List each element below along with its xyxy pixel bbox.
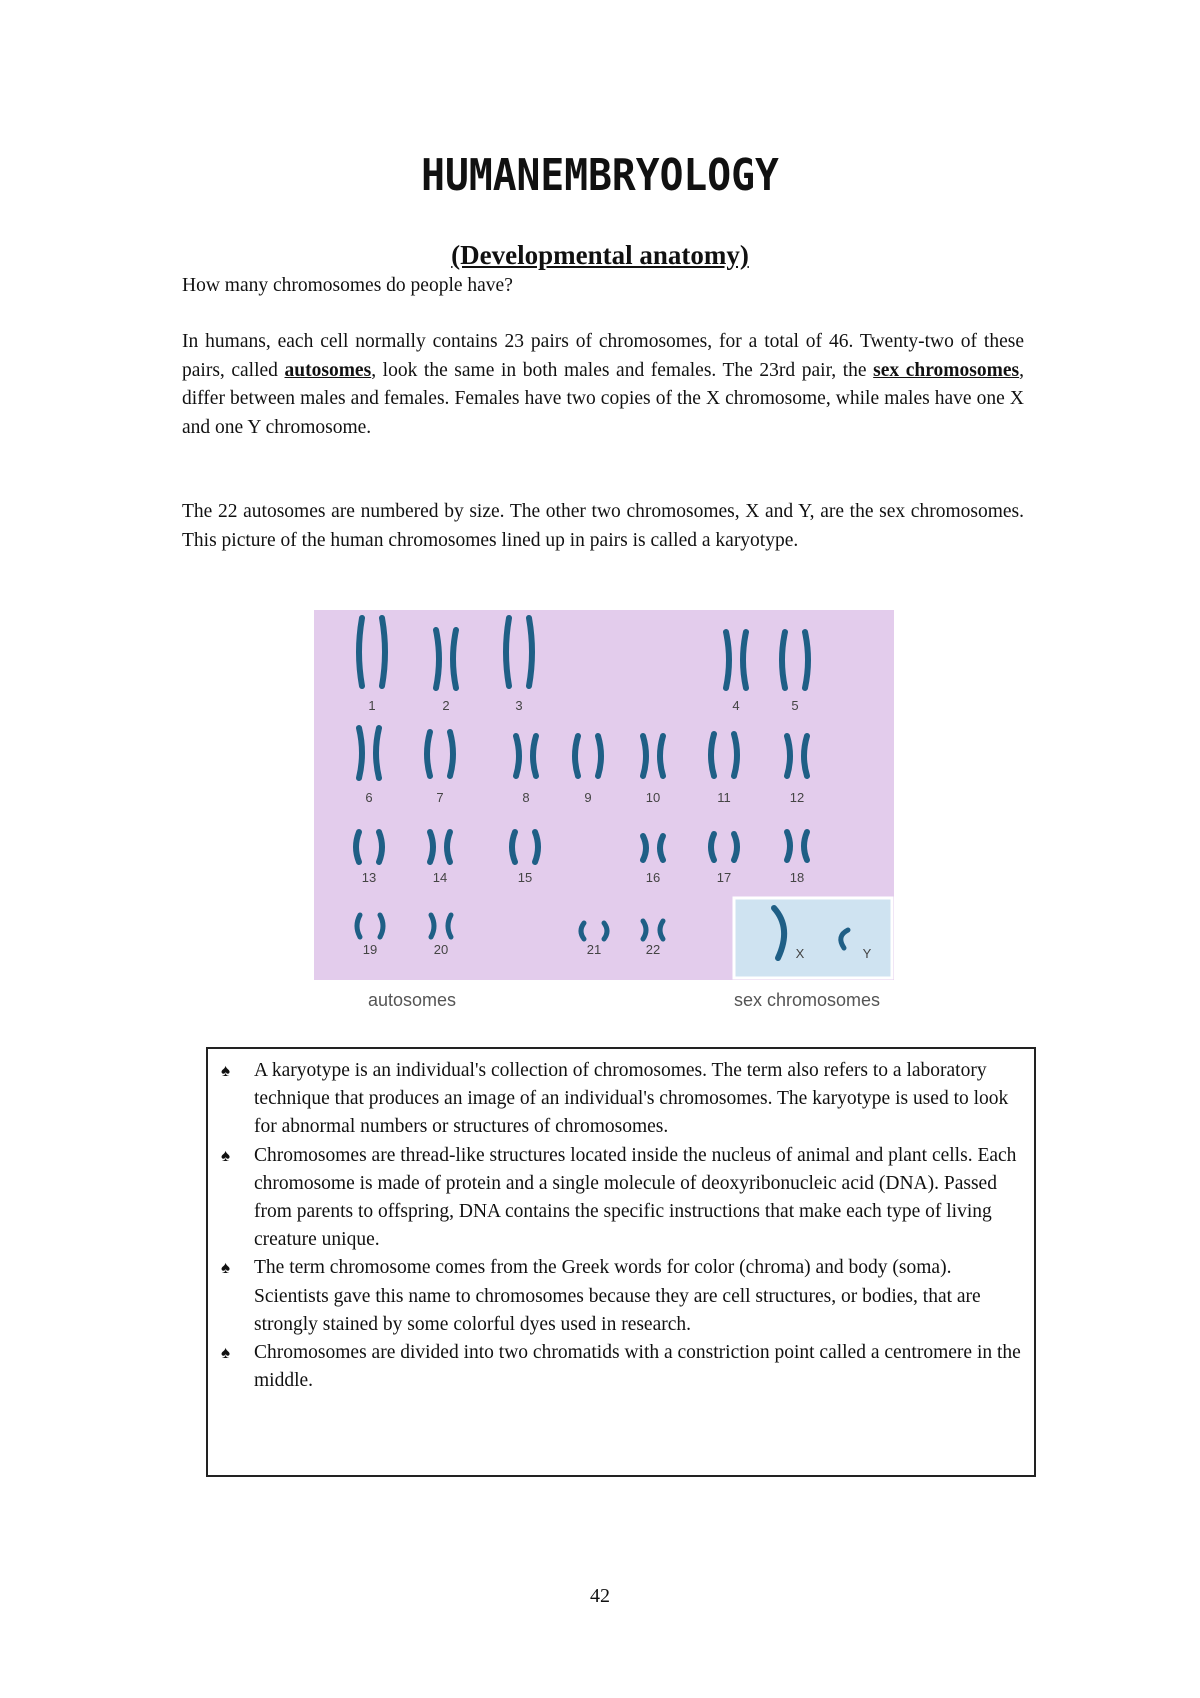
fact-item [221,1057,1022,1142]
chromosome-label: 7 [436,790,444,805]
chromosome [581,923,584,939]
chromosome [604,923,607,939]
chromosome [356,832,359,862]
chromosome-label: 22 [645,942,661,957]
chromosome [516,736,519,776]
chromosome [436,630,439,688]
fact-item [221,1339,1022,1395]
spade-icon: ♠ [221,1258,231,1278]
fact-text: The term chromosome comes from the Greek words for color (chroma) and body (soma). Scientists gave this name to chromosomes because they are cell structures, or bodies, that are strongly stained by some colorful dyes used in research. [254,1257,981,1335]
spade-icon: ♠ [221,1343,231,1363]
chromosome-label: 1 [368,698,376,713]
chromosome [506,618,509,686]
chromosome [804,736,807,776]
chromosome [529,618,532,686]
question-line: How many chromosomes do people have? [182,275,513,296]
chromosome [382,618,385,686]
chromosome-label: 11 [717,790,731,805]
chromosome [427,732,430,776]
spade-icon: ♠ [221,1061,231,1080]
chromosome-label: 2 [442,698,450,713]
chromosome [598,736,601,776]
chromosome [711,834,714,860]
spade-icon: ♠ [221,1145,231,1165]
chromosome [359,618,362,686]
chromosome-label: 17 [716,870,732,885]
chromosome-label: 9 [584,790,592,805]
page-subtitle: (Developmental anatomy) [451,240,749,270]
chromosome [660,836,663,860]
chromosome-label: 20 [433,942,449,957]
chromosome-label: X [795,946,805,961]
chromosome [447,832,450,862]
chromosome [533,736,536,776]
chromosome [711,734,714,776]
chromosome [512,832,515,862]
chromosome [743,632,746,688]
karyotype-figure [314,610,894,980]
chromosome [643,836,646,860]
paragraph1-part1: In humans, each cell normally contains 23 pairs of chromosomes, for a total of 46. Twenty-two of these pairs, called [182,331,1024,381]
chromosome-label: 14 [432,870,448,885]
chromosome-label: 4 [732,698,740,713]
term-autosomes: autosomes [284,359,372,381]
chromosome-label: 3 [515,698,523,713]
chromosome [643,736,646,776]
facts-list [208,1049,1034,1395]
chromosome-label: 21 [586,942,602,957]
chromosome [734,734,737,776]
chromosome [450,732,453,776]
chromosome [787,736,790,776]
term-sex-chromosomes: sex chromosomes [873,359,1020,381]
chromosome [376,728,379,778]
chromosome-label: 13 [361,870,377,885]
chromosome-label: 12 [789,790,805,805]
chromosome-label: 5 [791,698,799,713]
paragraph-chromosome-pairs [182,328,1024,442]
page-number: 42 [590,1585,610,1607]
caption-autosomes: autosomes [368,990,457,1010]
chromosome-label: 10 [645,790,661,805]
chromosome-label: Y [862,946,872,961]
caption-sex-chromosomes: sex chromosomes [734,990,881,1010]
chromosome [535,832,538,862]
chromosome [726,632,729,688]
fact-item [221,1254,1022,1339]
fact-text: Chromosomes are divided into two chromatids with a constriction point called a centromere in the middle. [254,1342,1021,1392]
paragraph-karyotype: The 22 autosomes are numbered by size. The other two chromosomes, X and Y, are the sex chromosomes. This picture of the human chromosomes lined up in pairs is called a karyotype. [182,501,1024,551]
facts-box [206,1047,1036,1477]
chromosome-label: 18 [789,870,805,885]
chromosome-label: 8 [522,790,530,805]
chromosome-label: 6 [365,790,373,805]
fact-text: Chromosomes are thread-like structures located inside the nucleus of animal and plant cells. Each chromosome is made of protein and a single molecule of deoxyribonucleic acid (DNA). Passed from parents to offspring, DNA contains the specific instructions that make each type of living creature unique. [254,1144,1017,1251]
fact-item [221,1142,1022,1255]
chromosome [379,832,382,862]
page-title: HUMANEMBRYOLOGY [421,150,779,201]
chromosome [453,630,456,688]
chromosome [430,832,433,862]
chromosome [359,728,362,778]
chromosome [804,832,807,860]
paragraph1-part3: , differ between males and females. Females have two copies of the X chromosome, while males have one X and one Y chromosome. [182,359,1024,438]
chromosome-label: 19 [362,942,378,957]
chromosome [782,632,785,688]
chromosome [660,736,663,776]
chromosome-label: 16 [645,870,661,885]
chromosome [787,832,790,860]
chromosome [805,632,808,688]
chromosome-label: 15 [517,870,533,885]
chromosome [575,736,578,776]
paragraph1-part2: , look the same in both males and females. The 23rd pair, the [371,359,874,381]
sex-chromosome-panel [734,898,892,978]
fact-text: A karyotype is an individual's collection of chromosomes. The term also refers to a laboratory technique that produces an image of an individual's chromosomes. The karyotype is used to look for abnormal numbers or structures of chromosomes. [254,1060,1009,1138]
chromosome [734,834,737,860]
